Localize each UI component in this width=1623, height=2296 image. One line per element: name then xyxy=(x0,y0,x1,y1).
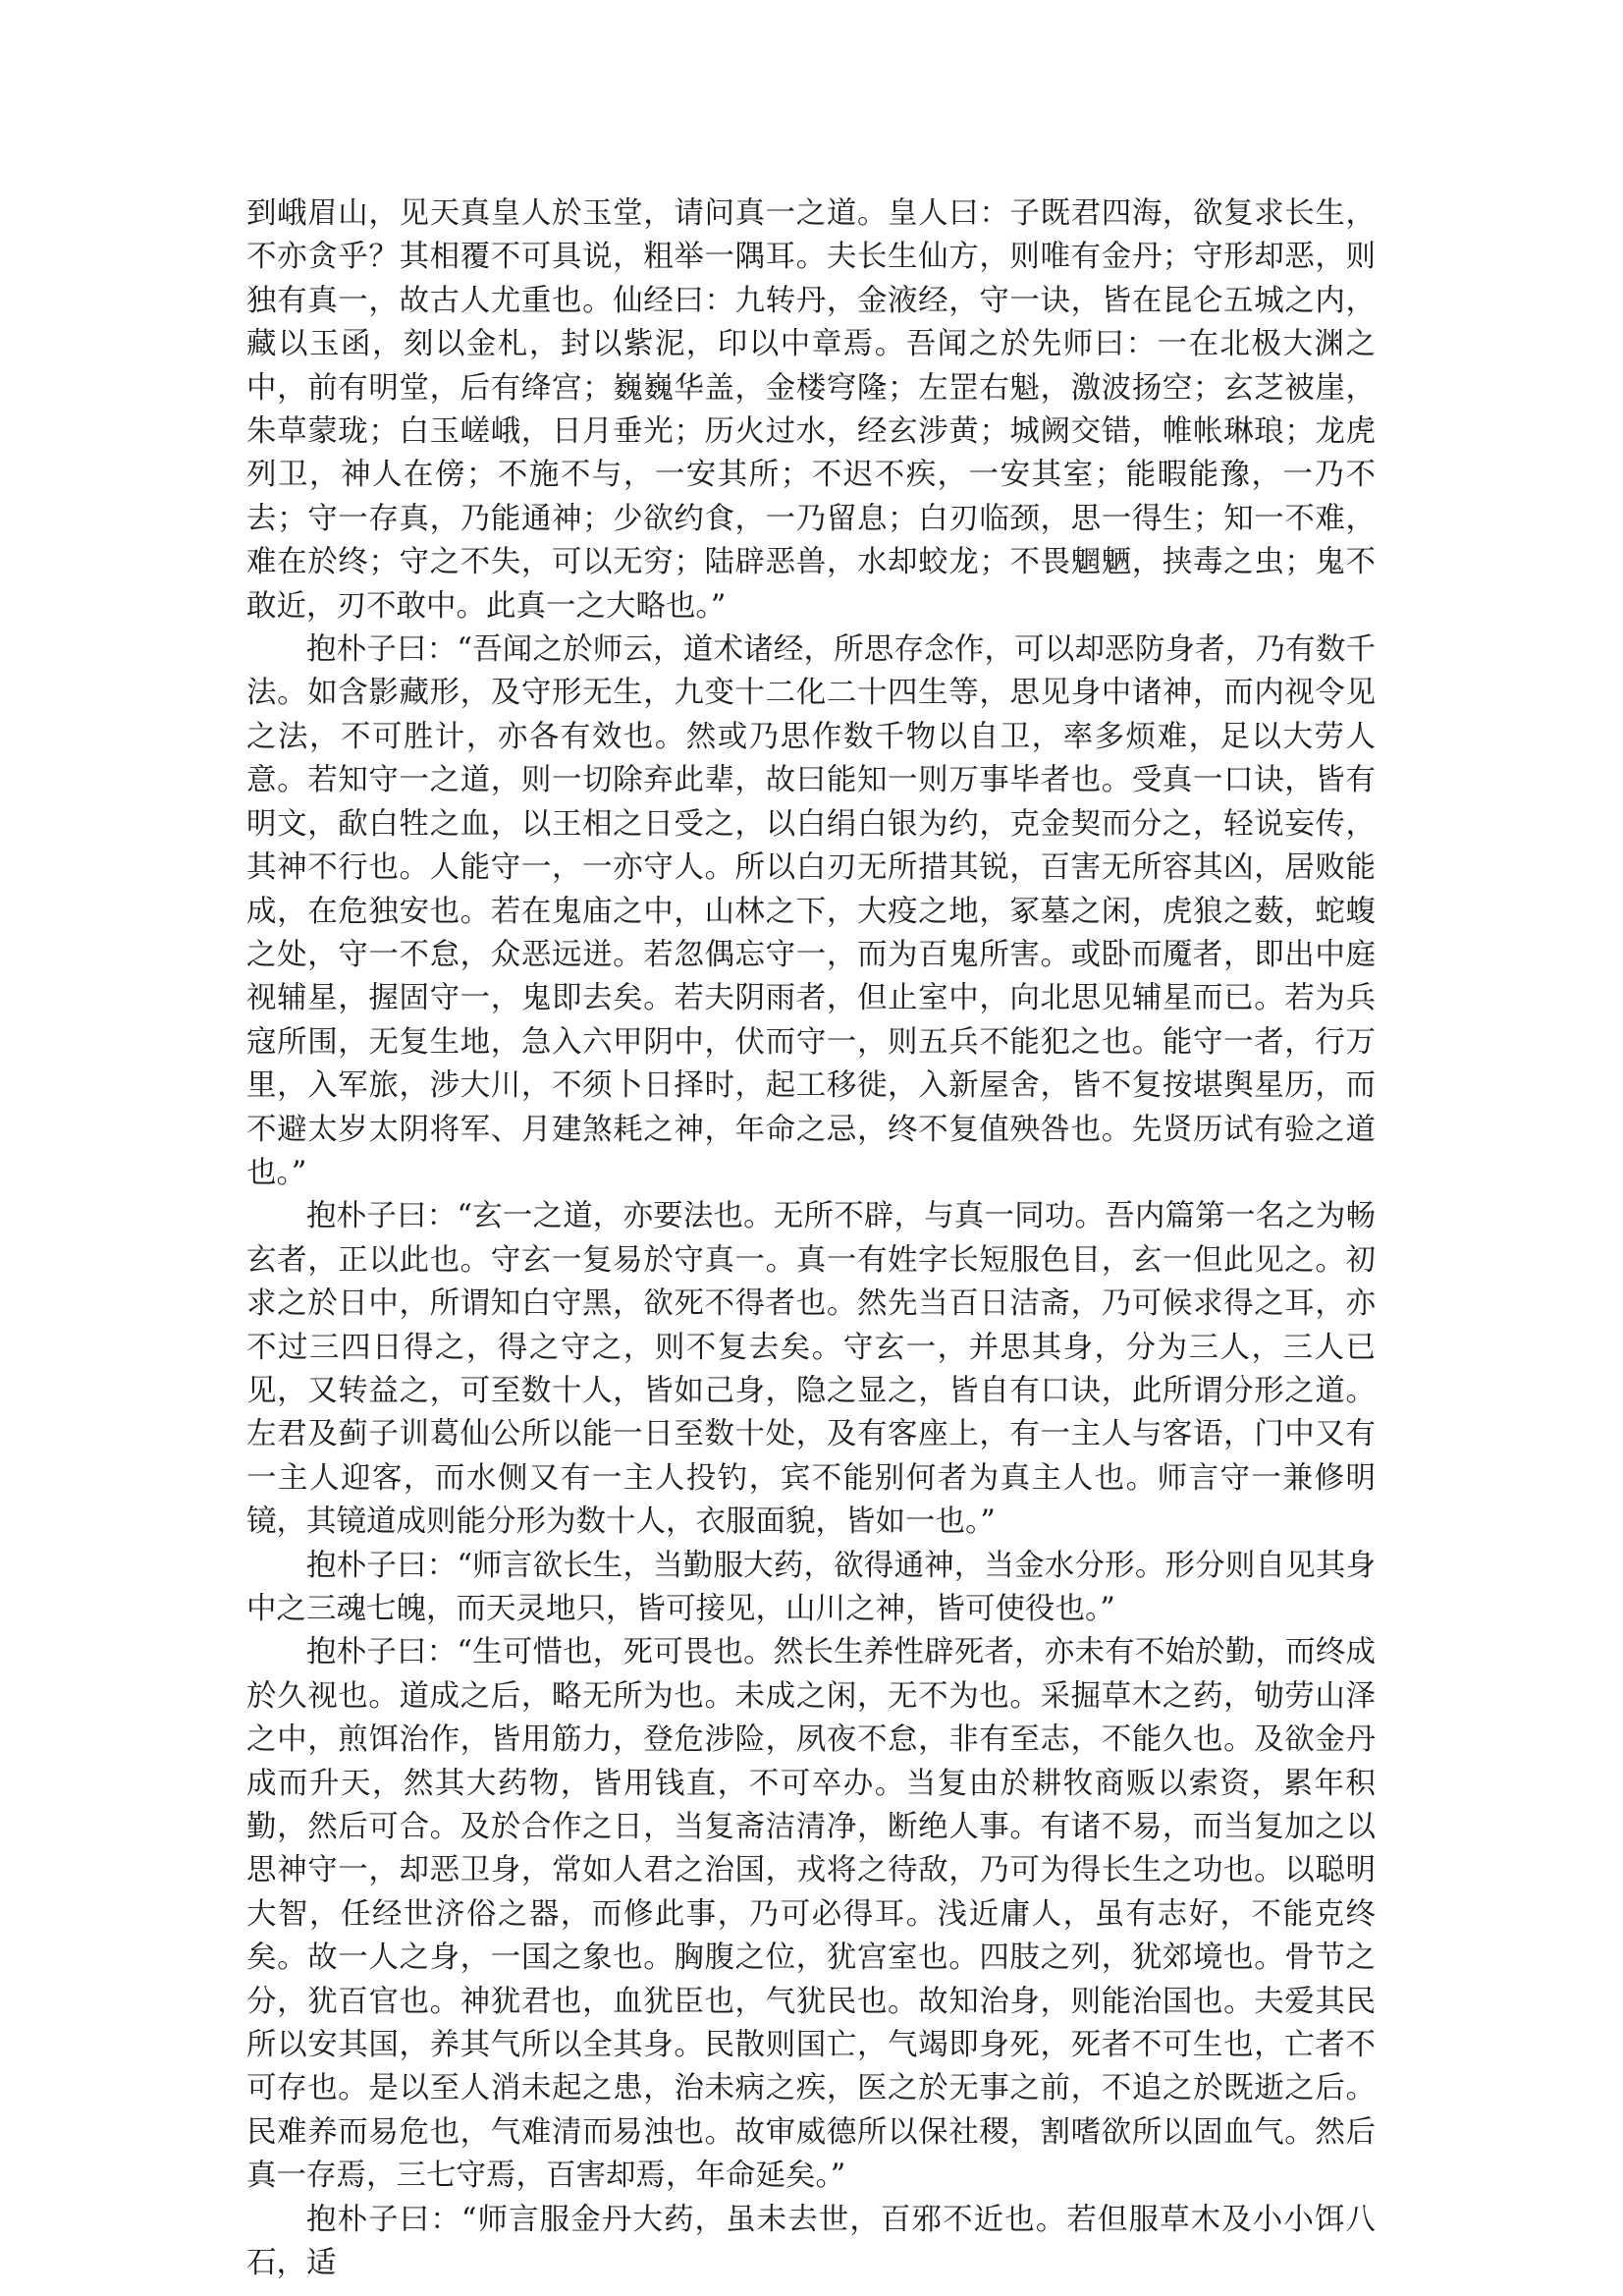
paragraph-5: 抱朴子曰：“生可惜也，死可畏也。然长生养性辟死者，亦未有不始於勤，而终成於久视也。道成之后，略无所为也。未成之闲，无不为也。采掘草木之药，劬劳山泽之中，煎饵治作，皆用筋力，登危涉险，夙夜不怠，非有至志，不能久也。及欲金丹成而升天，然其大药物，皆用钱直，不可卒办。当复由於耕牧商贩以索资，累年积勤，然后可合。及於合作之日，当复斋洁清净，断绝人事。有诸不易，而当复加之以思神守一，却恶卫身，常如人君之治国，戎将之待敌，乃可为得长生之功也。以聪明大智，任经世济俗之器，而修此事，乃可必得耳。浅近庸人，虽有志好，不能克终矣。故一人之身，一国之象也。胸腹之位，犹宫室也。四肢之列，犹郊境也。骨节之分，犹百官也。神犹君也，血犹臣也，气犹民也。故知治身，则能治国也。夫爱其民所以安其国，养其气所以全其身。民散则国亡，气竭即身死，死者不可生也，亡者不可存也。是以至人消未起之患，治未病之疾，医之於无事之前，不追之於既逝之后。民难养而易危也，气难清而易浊也。故审威德所以保社稷，割嗜欲所以固血气。然后真一存焉，三七守焉，百害却焉，年命延矣。” xyxy=(246,1635,1376,2194)
paragraph-2: 抱朴子曰：“吾闻之於师云，道术诸经，所思存念作，可以却恶防身者，乃有数千法。如含影藏形，及守形无生，九变十二化二十四生等，思见身中诸神，而内视令见之法，不可胜计，亦各有效也。然或乃思作数千物以自卫，率多烦难，足以大劳人意。若知守一之道，则一切除弃此辈，故曰能知一则万事毕者也。受真一口诀，皆有明文，歃白牲之血，以王相之日受之，以白绢白银为约，克金契而分之，轻说妄传，其神不行也。人能守一，一亦守人。所以白刃无所措其锐，百害无所容其凶，居败能成，在危独安也。若在鬼庙之中，山林之下，大疫之地，冢墓之闲，虎狼之薮，蛇蝮之处，守一不怠，众恶远迸。若忽偶忘守一，而为百鬼所害。或卧而魇者，即出中庭视辅星，握固守一，鬼即去矣。若夫阴雨者，但止室中，向北思见辅星而已。若为兵寇所围，无复生地，急入六甲阴中，伏而守一，则五兵不能犯之也。能守一者，行万里，入军旅，涉大川，不须卜日择时，起工移徙，入新屋舍，皆不复按堪舆星历，而不避太岁太阴将军、月建煞耗之神，年命之忌，终不复值殃咎也。先贤历试有验之道也。” xyxy=(246,632,1376,1190)
paragraph-3: 抱朴子曰：“玄一之道，亦要法也。无所不辟，与真一同功。吾内篇第一名之为畅玄者，正以此也。守玄一复易於守真一。真一有姓字长短服色目，玄一但此见之。初求之於日中，所谓知白守黑，欲死不得者也。然先当百日洁斋，乃可候求得之耳，亦不过三四日得之，得之守之，则不复去矣。守玄一，并思其身，分为三人，三人已见，又转益之，可至数十人，皆如己身，隐之显之，皆自有口诀，此所谓分形之道。左君及蓟子训葛仙公所以能一日至数十处，及有客座上，有一主人与客语，门中又有一主人迎客，而水侧又有一主人投钓，宾不能别何者为真主人也。师言守一兼修明镜，其镜道成则能分形为数十人，衣服面貌，皆如一也。” xyxy=(246,1199,1376,1540)
paragraph-4: 抱朴子曰：“师言欲长生，当勤服大药，欲得通神，当金水分形。形分则自见其身中之三魂七魄，而天灵地只，皆可接见，山川之神，皆可使役也。” xyxy=(246,1548,1376,1626)
document-page xyxy=(246,192,1376,2286)
paragraph-6: 抱朴子曰：“师言服金丹大药，虽未去世，百邪不近也。若但服草木及小小饵八石，适 xyxy=(246,2202,1376,2281)
paragraph-1: 到峨眉山，见天真皇人於玉堂，请问真一之道。皇人曰：子既君四海，欲复求长生，不亦贪乎？其相覆不可具说，粗举一隅耳。夫长生仙方，则唯有金丹；守形却恶，则独有真一，故古人尤重也。仙经曰：九转丹，金液经，守一诀，皆在昆仑五城之内，藏以玉函，刻以金札，封以紫泥，印以中章焉。吾闻之於先师曰：一在北极大渊之中，前有明堂，后有绛宫；巍巍华盖，金楼穹隆；左罡右魁，激波扬空；玄芝被崖，朱草蒙珑；白玉嵯峨，日月垂光；历火过水，经玄涉黄；城阙交错，帷帐琳琅；龙虎列卫，神人在傍；不施不与，一安其所；不迟不疾，一安其室；能暇能豫，一乃不去；守一存真，乃能通神；少欲约食，一乃留息；白刃临颈，思一得生；知一不难，难在於终；守之不失，可以无穷；陆辟恶兽，水却蛟龙；不畏魍魉，挟毒之虫；鬼不敢近，刃不敢中。此真一之大略也。” xyxy=(246,196,1376,624)
